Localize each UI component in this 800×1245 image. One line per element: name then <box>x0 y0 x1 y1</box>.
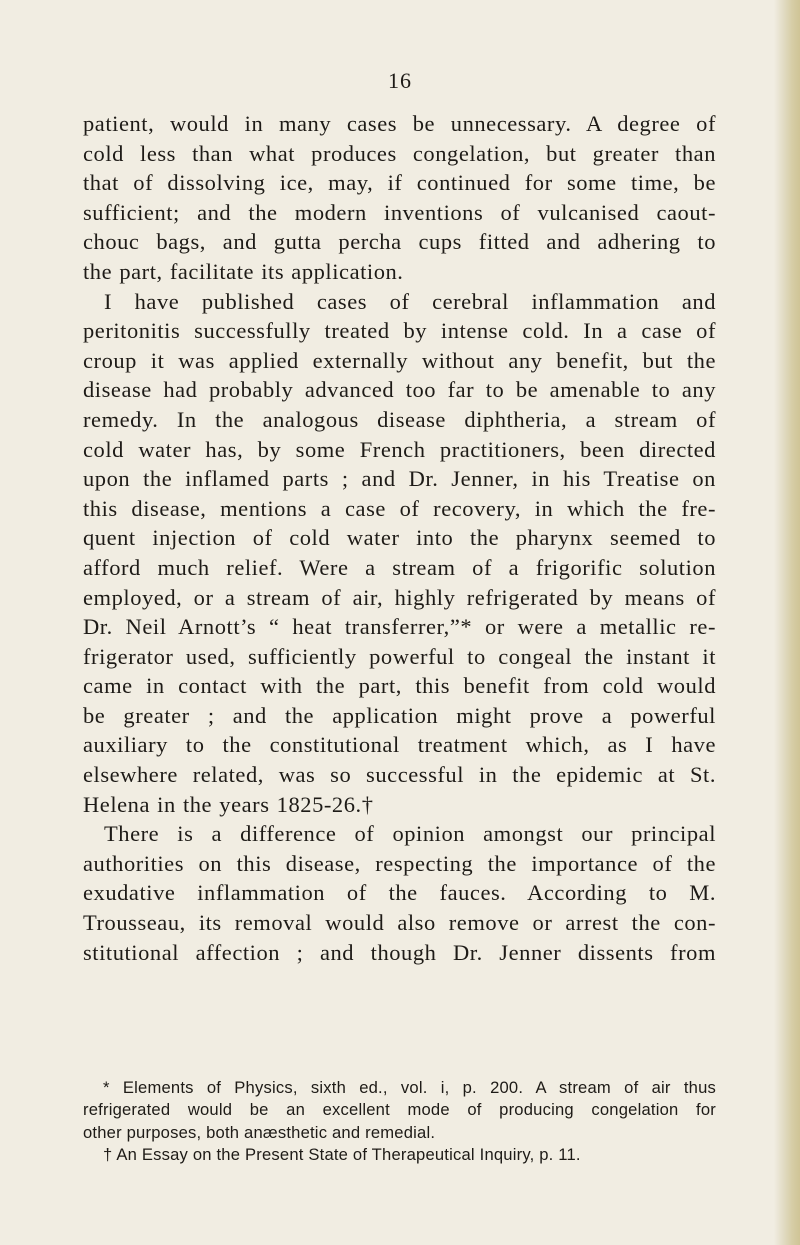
text-line: disease had probably advanced too far to be amenable to any <box>83 377 716 403</box>
paragraph-3 <box>83 819 716 967</box>
text-line: frigerator used, sufficiently powerful to congeal the instant it <box>83 643 716 669</box>
text-line: sufficient; and the modern inventions of vulcanised caout- <box>83 199 716 225</box>
text-line: cold less than what produces congelation, but greater than <box>83 140 716 166</box>
paragraph-2 <box>83 287 716 820</box>
text-line: cold water has, by some French practitioners, been directed <box>83 436 716 462</box>
text-line: I have published cases of cerebral inflammation and <box>104 288 716 314</box>
text-line: authorities on this disease, respecting the importance of the <box>83 850 716 876</box>
text-line: quent injection of cold water into the pharynx seemed to <box>83 525 716 551</box>
text-line: peritonitis successfully treated by intense cold. In a case of <box>83 318 716 344</box>
text-line: employed, or a stream of air, highly refrigerated by means of <box>83 584 716 610</box>
text-line: chouc bags, and gutta percha cups fitted and adhering to <box>83 229 716 255</box>
text-line: croup it was applied externally without any benefit, but the <box>83 347 716 373</box>
text-line: Trousseau, its removal would also remove or arrest the con- <box>83 910 716 936</box>
text-line: the part, facilitate its application. <box>83 258 404 284</box>
page-edge-shadow <box>774 0 800 1245</box>
text-line: There is a difference of opinion amongst our principal <box>104 821 716 847</box>
paragraph-1 <box>83 109 716 287</box>
footnote-line: refrigerated would be an excellent mode of producing congelation for <box>83 1100 716 1120</box>
footnotes <box>83 1077 716 1166</box>
text-line: exudative inflammation of the fauces. According to M. <box>83 880 716 906</box>
text-line: remedy. In the analogous disease diphtheria, a stream of <box>83 406 716 432</box>
text-line: came in contact with the part, this benefit from cold would <box>83 673 716 699</box>
footnote-line: other purposes, both anæsthetic and remedial. <box>83 1122 436 1142</box>
footnote-line: * Elements of Physics, sixth ed., vol. i, p. 200. A stream of air thus <box>103 1078 716 1097</box>
text-line: Helena in the years 1825-26.† <box>83 791 374 817</box>
text-line: elsewhere related, was so successful in the epidemic at St. <box>83 762 716 788</box>
footnote-line: † An Essay on the Present State of Therapeutical Inquiry, p. 11. <box>103 1144 581 1164</box>
text-line: afford much relief. Were a stream of a frigorific solution <box>83 554 716 580</box>
body-text <box>83 109 716 967</box>
text-line: auxiliary to the constitutional treatment which, as I have <box>83 732 716 758</box>
footnote-dagger <box>83 1144 716 1166</box>
text-line: Dr. Neil Arnott’s “ heat transferrer,”* or were a metallic re- <box>83 614 716 640</box>
text-line: this disease, mentions a case of recovery, in which the fre- <box>83 495 716 521</box>
page-number: 16 <box>388 68 412 93</box>
text-line: be greater ; and the application might prove a powerful <box>83 702 716 728</box>
text-line: stitutional affection ; and though Dr. Jenner dissents from <box>83 939 716 965</box>
text-line: patient, would in many cases be unnecessary. A degree of <box>83 111 716 136</box>
text-line: that of dissolving ice, may, if continued for some time, be <box>83 170 716 196</box>
footnote-asterisk <box>83 1077 716 1144</box>
text-line: upon the inflamed parts ; and Dr. Jenner, in his Treatise on <box>83 466 716 492</box>
